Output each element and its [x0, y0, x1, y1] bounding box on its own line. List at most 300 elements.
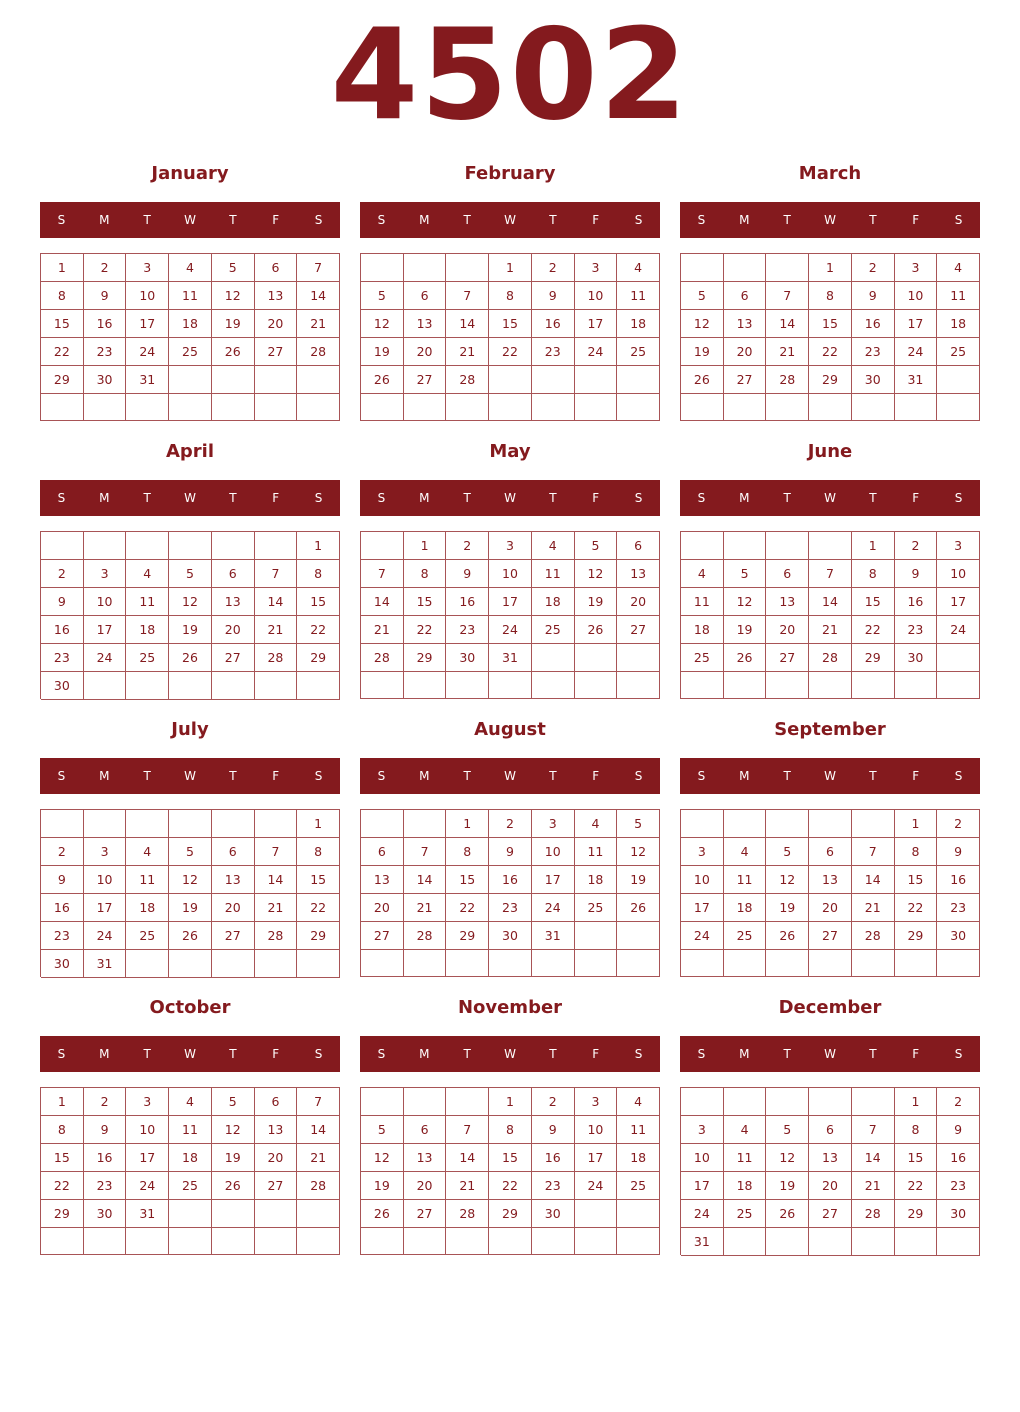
empty-day-cell — [681, 394, 724, 421]
day-cell: 27 — [809, 1200, 852, 1228]
empty-day-cell — [766, 1088, 809, 1116]
month-name: February — [464, 163, 556, 184]
day-cell: 18 — [617, 1144, 660, 1172]
day-cell: 3 — [126, 1088, 169, 1116]
day-cell: 16 — [895, 588, 938, 616]
day-cell: 30 — [937, 1200, 980, 1228]
empty-day-cell — [575, 1228, 618, 1255]
weekday-label: F — [912, 769, 920, 783]
day-cell: 21 — [446, 1172, 489, 1200]
day-cell: 4 — [575, 810, 618, 838]
day-cell: 28 — [255, 644, 298, 672]
day-cell: 27 — [212, 922, 255, 950]
empty-day-cell — [255, 1228, 298, 1255]
day-cell: 5 — [212, 1088, 255, 1116]
day-cell: 14 — [852, 1144, 895, 1172]
day-cell: 26 — [212, 338, 255, 366]
day-cell: 24 — [575, 338, 618, 366]
weekday-label: M — [739, 491, 750, 505]
empty-day-cell — [446, 950, 489, 977]
empty-day-cell — [809, 672, 852, 699]
empty-day-cell — [41, 1228, 84, 1255]
day-cell: 19 — [575, 588, 618, 616]
empty-day-cell — [489, 366, 532, 394]
day-cell: 2 — [937, 810, 980, 838]
day-cell: 31 — [84, 950, 127, 978]
weekday-header — [680, 480, 980, 516]
empty-day-cell — [724, 254, 767, 282]
month-name: March — [798, 163, 862, 184]
day-cell: 31 — [895, 366, 938, 394]
day-cell: 4 — [681, 560, 724, 588]
day-cell: 28 — [446, 1200, 489, 1228]
day-cell: 15 — [297, 866, 340, 894]
day-cell: 31 — [681, 1228, 724, 1256]
empty-day-cell — [41, 532, 84, 560]
day-cell: 21 — [809, 616, 852, 644]
day-cell: 3 — [532, 810, 575, 838]
empty-day-cell — [617, 950, 660, 977]
empty-day-cell — [575, 672, 618, 699]
day-cell: 10 — [937, 560, 980, 588]
weekday-label: T — [783, 769, 791, 783]
empty-day-cell — [255, 366, 298, 394]
weekday-label: S — [954, 769, 963, 783]
day-cell: 28 — [766, 366, 809, 394]
empty-day-cell — [361, 1088, 404, 1116]
weekday-header — [40, 202, 340, 238]
day-cell: 6 — [404, 1116, 447, 1144]
day-cell: 29 — [852, 644, 895, 672]
day-cell: 11 — [169, 282, 212, 310]
weekday-label: T — [869, 1047, 877, 1061]
day-cell: 28 — [446, 366, 489, 394]
day-cell: 27 — [766, 644, 809, 672]
day-cell: 1 — [489, 254, 532, 282]
day-cell: 21 — [404, 894, 447, 922]
day-cell: 5 — [681, 282, 724, 310]
day-cell: 4 — [937, 254, 980, 282]
day-cell: 5 — [212, 254, 255, 282]
day-cell: 2 — [532, 1088, 575, 1116]
empty-day-cell — [404, 1228, 447, 1255]
day-cell: 7 — [852, 1116, 895, 1144]
weekday-label: S — [697, 491, 706, 505]
empty-day-cell — [169, 950, 212, 978]
day-cell: 25 — [169, 338, 212, 366]
day-cell: 15 — [895, 1144, 938, 1172]
day-cell: 22 — [404, 616, 447, 644]
weekday-label: W — [824, 213, 836, 227]
day-cell: 2 — [41, 838, 84, 866]
empty-day-cell — [126, 1228, 169, 1255]
day-cell: 11 — [532, 560, 575, 588]
empty-day-cell — [724, 950, 767, 977]
empty-day-cell — [169, 366, 212, 394]
weekday-label: T — [229, 769, 237, 783]
empty-day-cell — [852, 810, 895, 838]
day-cell: 1 — [895, 810, 938, 838]
empty-day-cell — [766, 1228, 809, 1256]
day-cell: 6 — [724, 282, 767, 310]
day-cell: 20 — [766, 616, 809, 644]
day-cell: 23 — [852, 338, 895, 366]
empty-day-cell — [617, 644, 660, 672]
day-cell: 10 — [489, 560, 532, 588]
month-name: August — [474, 719, 546, 740]
day-cell: 10 — [126, 1116, 169, 1144]
day-cell: 9 — [84, 282, 127, 310]
empty-day-cell — [212, 394, 255, 421]
empty-day-cell — [724, 1088, 767, 1116]
day-cell: 9 — [84, 1116, 127, 1144]
day-cell: 12 — [169, 866, 212, 894]
weekday-label: F — [592, 213, 600, 227]
day-cell: 21 — [852, 1172, 895, 1200]
empty-day-cell — [809, 810, 852, 838]
day-cell: 23 — [84, 1172, 127, 1200]
day-cell: 11 — [681, 588, 724, 616]
day-cell: 25 — [126, 644, 169, 672]
day-cell: 31 — [489, 644, 532, 672]
day-cell: 25 — [532, 616, 575, 644]
day-cell: 30 — [895, 644, 938, 672]
weekday-label: M — [739, 1047, 750, 1061]
weekday-label: M — [419, 213, 430, 227]
weekday-label: T — [463, 213, 471, 227]
empty-day-cell — [41, 394, 84, 421]
day-cell: 1 — [297, 532, 340, 560]
day-cell: 27 — [404, 1200, 447, 1228]
day-cell: 12 — [766, 1144, 809, 1172]
day-cell: 9 — [446, 560, 489, 588]
day-grid — [680, 1087, 980, 1255]
day-cell: 27 — [212, 644, 255, 672]
day-cell: 5 — [724, 560, 767, 588]
day-cell: 22 — [297, 894, 340, 922]
day-cell: 1 — [41, 1088, 84, 1116]
weekday-label: T — [869, 491, 877, 505]
day-cell: 18 — [617, 310, 660, 338]
weekday-header — [360, 202, 660, 238]
day-cell: 12 — [212, 1116, 255, 1144]
day-cell: 12 — [361, 1144, 404, 1172]
empty-day-cell — [937, 950, 980, 977]
weekday-label: M — [739, 213, 750, 227]
empty-day-cell — [724, 532, 767, 560]
weekday-label: W — [184, 769, 196, 783]
day-cell: 13 — [212, 866, 255, 894]
day-cell: 21 — [297, 310, 340, 338]
empty-day-cell — [724, 810, 767, 838]
empty-day-cell — [852, 950, 895, 977]
weekday-label: S — [954, 1047, 963, 1061]
day-cell: 25 — [126, 922, 169, 950]
day-cell: 4 — [617, 254, 660, 282]
weekday-label: T — [463, 769, 471, 783]
day-cell: 4 — [126, 838, 169, 866]
empty-day-cell — [766, 394, 809, 421]
day-cell: 15 — [404, 588, 447, 616]
day-cell: 19 — [169, 616, 212, 644]
month-name: January — [151, 163, 229, 184]
day-cell: 7 — [404, 838, 447, 866]
day-cell: 18 — [937, 310, 980, 338]
empty-day-cell — [575, 922, 618, 950]
month-name: May — [489, 441, 531, 462]
year-title: 4502 — [330, 1, 690, 148]
day-cell: 3 — [489, 532, 532, 560]
weekday-label: M — [99, 769, 110, 783]
weekday-label: F — [272, 769, 280, 783]
weekday-label: T — [869, 213, 877, 227]
day-cell: 17 — [575, 1144, 618, 1172]
empty-day-cell — [297, 1228, 340, 1255]
day-cell: 13 — [809, 866, 852, 894]
day-cell: 5 — [766, 1116, 809, 1144]
day-cell: 10 — [84, 866, 127, 894]
weekday-label: S — [377, 213, 386, 227]
day-cell: 28 — [297, 338, 340, 366]
weekday-label: T — [143, 1047, 151, 1061]
empty-day-cell — [84, 532, 127, 560]
day-cell: 29 — [297, 644, 340, 672]
empty-day-cell — [937, 644, 980, 672]
weekday-label: M — [419, 1047, 430, 1061]
empty-day-cell — [404, 672, 447, 699]
empty-day-cell — [575, 394, 618, 421]
day-grid — [360, 809, 660, 977]
day-cell: 19 — [361, 338, 404, 366]
weekday-label: S — [954, 491, 963, 505]
day-cell: 23 — [41, 922, 84, 950]
day-cell: 20 — [212, 894, 255, 922]
weekday-label: F — [912, 491, 920, 505]
weekday-label: T — [783, 491, 791, 505]
day-cell: 29 — [404, 644, 447, 672]
day-cell: 3 — [126, 254, 169, 282]
day-cell: 5 — [361, 282, 404, 310]
day-cell: 29 — [895, 922, 938, 950]
day-cell: 5 — [169, 838, 212, 866]
empty-day-cell — [169, 394, 212, 421]
day-cell: 10 — [895, 282, 938, 310]
empty-day-cell — [297, 366, 340, 394]
month-name: April — [165, 441, 215, 462]
empty-day-cell — [446, 1228, 489, 1255]
day-cell: 7 — [361, 560, 404, 588]
day-cell: 23 — [41, 644, 84, 672]
empty-day-cell — [489, 1228, 532, 1255]
day-cell: 30 — [84, 366, 127, 394]
weekday-label: F — [912, 1047, 920, 1061]
day-cell: 25 — [575, 894, 618, 922]
day-cell: 2 — [41, 560, 84, 588]
day-cell: 15 — [446, 866, 489, 894]
weekday-header — [40, 480, 340, 516]
day-cell: 28 — [404, 922, 447, 950]
day-grid — [40, 809, 340, 977]
day-cell: 4 — [724, 838, 767, 866]
empty-day-cell — [212, 950, 255, 978]
day-cell: 29 — [489, 1200, 532, 1228]
weekday-label: T — [229, 1047, 237, 1061]
day-cell: 2 — [489, 810, 532, 838]
weekday-label: T — [143, 213, 151, 227]
day-cell: 8 — [489, 1116, 532, 1144]
empty-day-cell — [724, 1228, 767, 1256]
weekday-label: S — [634, 769, 643, 783]
empty-day-cell — [895, 394, 938, 421]
day-grid — [360, 253, 660, 421]
day-cell: 24 — [532, 894, 575, 922]
day-cell: 2 — [84, 1088, 127, 1116]
day-cell: 13 — [617, 560, 660, 588]
day-cell: 9 — [937, 1116, 980, 1144]
day-grid — [40, 531, 340, 699]
day-cell: 12 — [681, 310, 724, 338]
day-cell: 18 — [169, 310, 212, 338]
empty-day-cell — [361, 950, 404, 977]
month-name: December — [778, 997, 882, 1018]
empty-day-cell — [404, 254, 447, 282]
empty-day-cell — [532, 366, 575, 394]
weekday-label: S — [314, 769, 323, 783]
empty-day-cell — [212, 1200, 255, 1228]
empty-day-cell — [681, 532, 724, 560]
day-cell: 10 — [532, 838, 575, 866]
day-cell: 4 — [169, 254, 212, 282]
empty-day-cell — [895, 1228, 938, 1256]
empty-day-cell — [169, 1200, 212, 1228]
day-cell: 17 — [937, 588, 980, 616]
day-cell: 3 — [681, 1116, 724, 1144]
weekday-label: W — [504, 769, 516, 783]
empty-day-cell — [297, 950, 340, 978]
day-cell: 19 — [681, 338, 724, 366]
day-cell: 20 — [404, 338, 447, 366]
day-cell: 13 — [724, 310, 767, 338]
day-cell: 28 — [852, 922, 895, 950]
day-cell: 30 — [41, 950, 84, 978]
day-cell: 29 — [895, 1200, 938, 1228]
weekday-label: S — [57, 1047, 66, 1061]
day-cell: 18 — [724, 894, 767, 922]
empty-day-cell — [724, 672, 767, 699]
day-cell: 30 — [446, 644, 489, 672]
day-cell: 29 — [809, 366, 852, 394]
day-cell: 17 — [84, 894, 127, 922]
day-cell: 20 — [255, 310, 298, 338]
empty-day-cell — [489, 950, 532, 977]
day-cell: 6 — [809, 838, 852, 866]
empty-day-cell — [681, 950, 724, 977]
day-cell: 18 — [126, 616, 169, 644]
day-cell: 12 — [724, 588, 767, 616]
day-cell: 8 — [297, 838, 340, 866]
day-cell: 16 — [41, 616, 84, 644]
day-cell: 20 — [255, 1144, 298, 1172]
day-cell: 24 — [126, 1172, 169, 1200]
weekday-label: F — [592, 491, 600, 505]
day-cell: 31 — [126, 366, 169, 394]
day-cell: 14 — [255, 588, 298, 616]
day-cell: 24 — [681, 1200, 724, 1228]
day-cell: 7 — [297, 1088, 340, 1116]
weekday-header — [40, 1036, 340, 1072]
day-cell: 14 — [404, 866, 447, 894]
day-cell: 27 — [724, 366, 767, 394]
day-cell: 23 — [937, 1172, 980, 1200]
day-cell: 20 — [212, 616, 255, 644]
empty-day-cell — [852, 1228, 895, 1256]
day-cell: 18 — [575, 866, 618, 894]
day-cell: 13 — [766, 588, 809, 616]
day-cell: 17 — [126, 310, 169, 338]
day-cell: 24 — [84, 922, 127, 950]
day-cell: 25 — [724, 922, 767, 950]
day-cell: 5 — [361, 1116, 404, 1144]
weekday-label: T — [869, 769, 877, 783]
day-cell: 4 — [724, 1116, 767, 1144]
weekday-label: S — [634, 1047, 643, 1061]
day-cell: 16 — [84, 1144, 127, 1172]
weekday-label: S — [377, 491, 386, 505]
day-cell: 19 — [361, 1172, 404, 1200]
day-cell: 7 — [255, 560, 298, 588]
empty-day-cell — [404, 950, 447, 977]
day-cell: 8 — [852, 560, 895, 588]
day-cell: 23 — [895, 616, 938, 644]
empty-day-cell — [255, 532, 298, 560]
day-cell: 24 — [937, 616, 980, 644]
day-cell: 24 — [489, 616, 532, 644]
weekday-label: W — [504, 213, 516, 227]
day-cell: 28 — [361, 644, 404, 672]
weekday-label: S — [377, 1047, 386, 1061]
empty-day-cell — [404, 810, 447, 838]
day-cell: 8 — [297, 560, 340, 588]
day-cell: 10 — [575, 282, 618, 310]
day-cell: 3 — [84, 838, 127, 866]
day-cell: 28 — [255, 922, 298, 950]
day-cell: 17 — [126, 1144, 169, 1172]
empty-day-cell — [617, 672, 660, 699]
day-cell: 5 — [575, 532, 618, 560]
day-cell: 16 — [489, 866, 532, 894]
day-cell: 22 — [895, 1172, 938, 1200]
day-cell: 22 — [41, 338, 84, 366]
empty-day-cell — [126, 394, 169, 421]
day-cell: 12 — [766, 866, 809, 894]
day-cell: 22 — [297, 616, 340, 644]
weekday-label: M — [419, 769, 430, 783]
day-cell: 13 — [255, 282, 298, 310]
day-cell: 13 — [404, 310, 447, 338]
weekday-label: T — [783, 213, 791, 227]
day-cell: 12 — [575, 560, 618, 588]
empty-day-cell — [84, 1228, 127, 1255]
day-cell: 5 — [766, 838, 809, 866]
weekday-label: M — [99, 1047, 110, 1061]
day-cell: 9 — [532, 1116, 575, 1144]
day-cell: 4 — [169, 1088, 212, 1116]
day-grid — [360, 1087, 660, 1255]
weekday-label: T — [549, 769, 557, 783]
day-cell: 2 — [937, 1088, 980, 1116]
empty-day-cell — [446, 1088, 489, 1116]
weekday-label: W — [504, 491, 516, 505]
